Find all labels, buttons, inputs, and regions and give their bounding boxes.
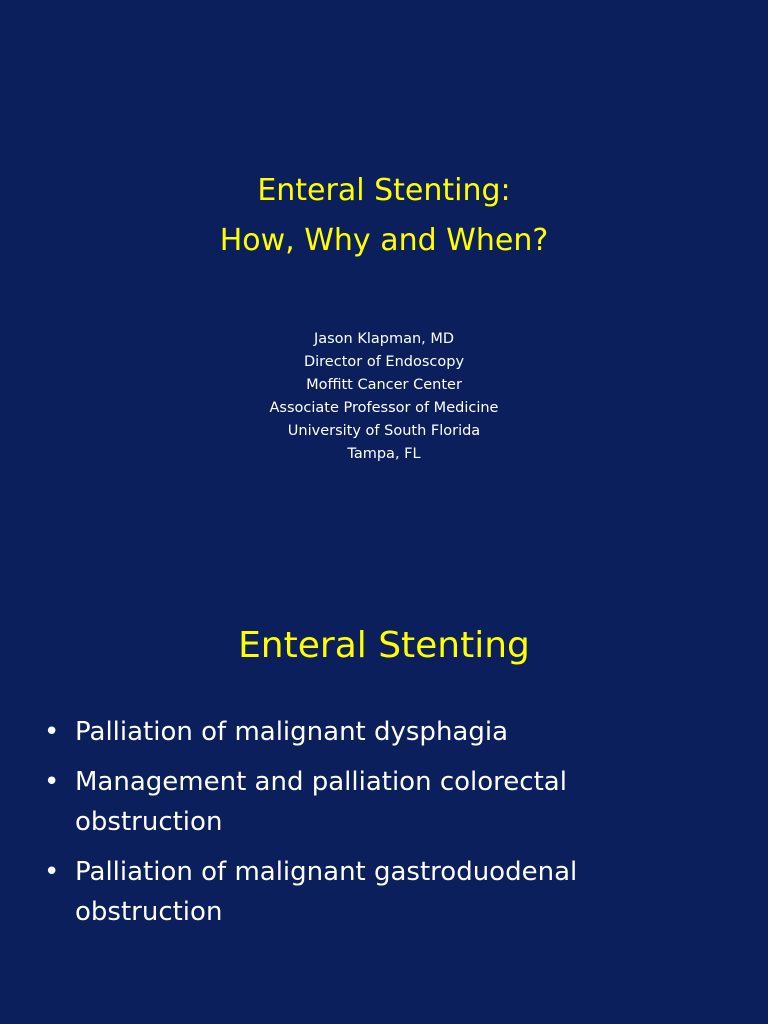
bullet-marker: • xyxy=(44,767,60,797)
author-institution: Moffitt Cancer Center xyxy=(306,377,462,393)
bullet-item xyxy=(44,762,644,842)
bullet-text: Palliation of malignant gastroduodenal obstruction xyxy=(75,857,578,927)
slide-title-line-1: Enteral Stenting: xyxy=(257,173,511,208)
bullet-marker: • xyxy=(44,857,60,887)
bullet-item xyxy=(44,852,644,932)
bullet-list xyxy=(44,712,644,942)
bullet-marker: • xyxy=(44,717,60,747)
author-name: Jason Klapman, MD xyxy=(313,331,455,347)
content-slide-title: Enteral Stenting xyxy=(238,625,530,666)
slide-title xyxy=(0,166,768,266)
author-position: Director of Endoscopy xyxy=(303,354,465,370)
bullet-text: Management and palliation colorectal obstruction xyxy=(75,767,567,837)
bullet-text: Palliation of malignant dysphagia xyxy=(75,717,509,747)
slide-title-line-2: How, Why and When? xyxy=(219,223,549,258)
content-slide xyxy=(0,490,768,1024)
author-academic-title: Associate Professor of Medicine xyxy=(269,400,499,416)
author-block xyxy=(0,328,768,466)
bullet-item xyxy=(44,712,644,752)
author-location: Tampa, FL xyxy=(347,446,421,462)
author-university: University of South Florida xyxy=(287,423,481,439)
